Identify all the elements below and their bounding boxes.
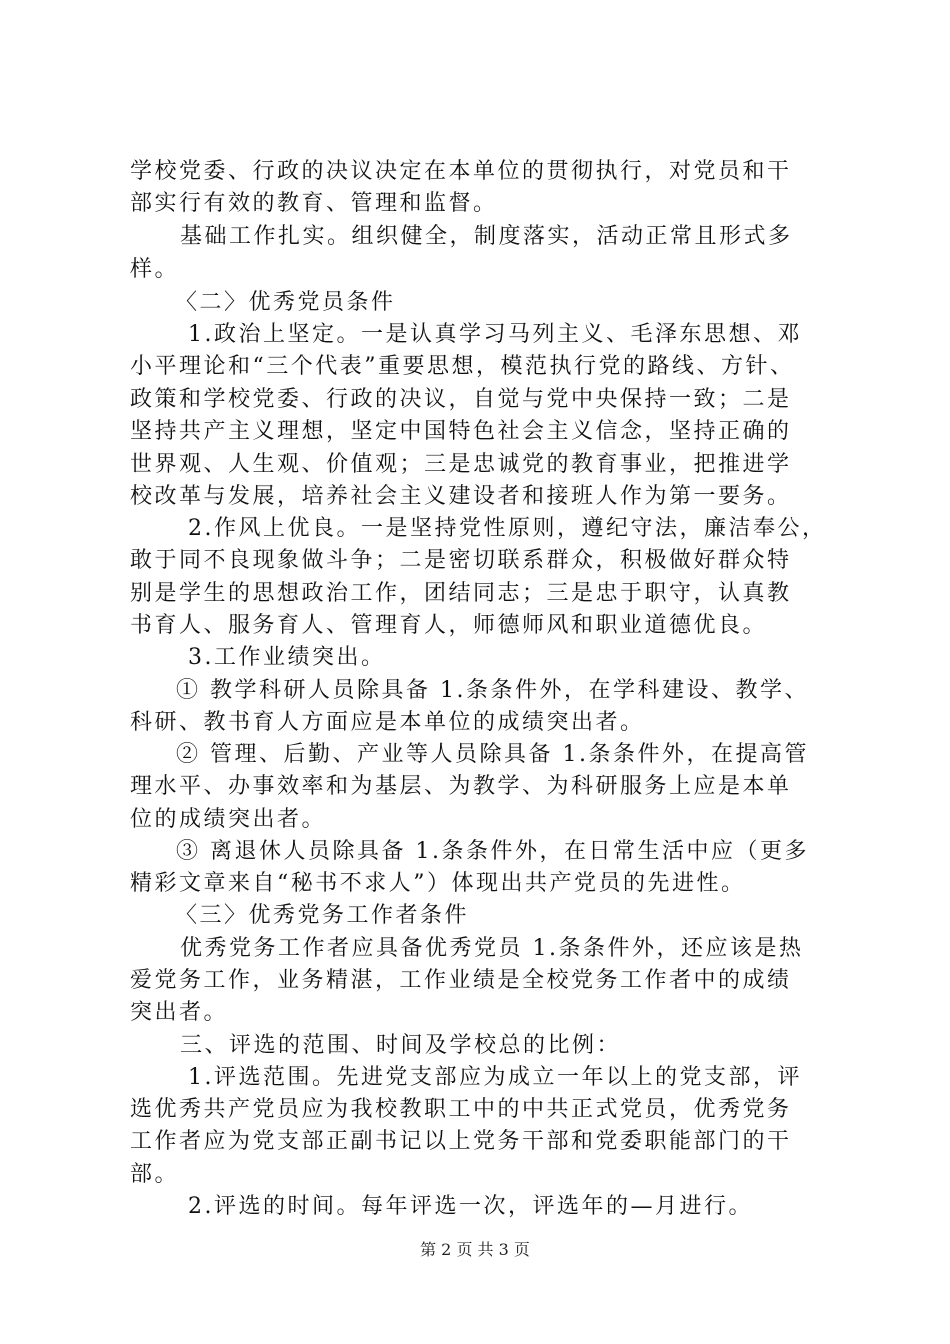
text-line: 世界观、人生观、价值观；三是忠诚党的教育事业，把推进学 <box>130 452 792 477</box>
text-line: 基础工作扎实。组织健全，制度落实，活动正常且形式多 <box>180 224 793 249</box>
text-line: ① 教学科研人员除具备 1.条条件外，在学科建设、教学、 <box>176 678 809 703</box>
text-line: 突出者。 <box>130 1000 229 1025</box>
text-line: 书育人、服务育人、管理育人，师德师风和职业道德优良。 <box>130 613 768 638</box>
text-line: 坚持共产主义理想，坚定中国特色社会主义信念，坚持正确的 <box>130 419 792 444</box>
text-line: 校改革与发展，培养社会主义建设者和接班人作为第一要务。 <box>130 484 792 509</box>
text-line: 部。 <box>130 1162 180 1187</box>
text-line: 3.工作业绩突出。 <box>188 645 386 670</box>
text-line: 位的成绩突出者。 <box>130 807 327 832</box>
text-line: 工作者应为党支部正副书记以上党务干部和党委职能部门的干 <box>130 1129 792 1154</box>
text-line: 理水平、办事效率和为基层、为教学、为科研服务上应是本单 <box>130 774 792 799</box>
text-line: 敢于同不良现象做斗争；二是密切联系群众，积极做好群众特 <box>130 548 792 573</box>
page-footer: 第 2 页 共 3 页 <box>420 1240 530 1259</box>
text-line: 2.评选的时间。每年评选一次，评选年的—月进行。 <box>188 1194 753 1219</box>
text-line: 学校党委、行政的决议决定在本单位的贯彻执行，对党员和干 <box>130 159 792 184</box>
text-line: 〈三〉优秀党务工作者条件 <box>175 903 470 928</box>
text-line: 2.作风上优良。一是坚持党性原则，遵纪守法，廉洁奉公， <box>188 516 827 541</box>
text-line: 政策和学校党委、行政的决议，自觉与党中央保持一致；二是 <box>130 387 792 412</box>
text-line: 〈二〉优秀党员条件 <box>175 290 396 315</box>
text-line: ③ 离退休人员除具备 1.条条件外，在日常生活中应（更多 <box>176 839 809 864</box>
text-line: 样。 <box>130 257 180 282</box>
text-line: 1.评选范围。先进党支部应为成立一年以上的党支部，评 <box>188 1065 802 1090</box>
text-line: 别是学生的思想政治工作，团结同志；三是忠于职守，认真教 <box>130 581 792 606</box>
text-line: 三、评选的范围、时间及学校总的比例： <box>180 1033 622 1058</box>
text-line: 选优秀共产党员应为我校教职工中的中共正式党员，优秀党务 <box>130 1097 792 1122</box>
text-line: 精彩文章来自“秘书不求人”）体现出共产党员的先进性。 <box>130 871 746 896</box>
text-line: 科研、教书育人方面应是本单位的成绩突出者。 <box>130 710 645 735</box>
text-line: 1.政治上坚定。一是认真学习马列主义、毛泽东思想、邓 <box>188 322 802 347</box>
text-line: 部实行有效的教育、管理和监督。 <box>130 191 498 216</box>
text-line: 小平理论和“三个代表”重要思想，模范执行党的路线、方针、 <box>130 354 795 379</box>
text-line: 优秀党务工作者应具备优秀党员 1.条条件外，还应该是热 <box>180 936 804 961</box>
text-line: ② 管理、后勤、产业等人员除具备 1.条条件外，在提高管 <box>176 742 809 767</box>
text-line: 爱党务工作，业务精湛，工作业绩是全校党务工作者中的成绩 <box>130 968 792 993</box>
